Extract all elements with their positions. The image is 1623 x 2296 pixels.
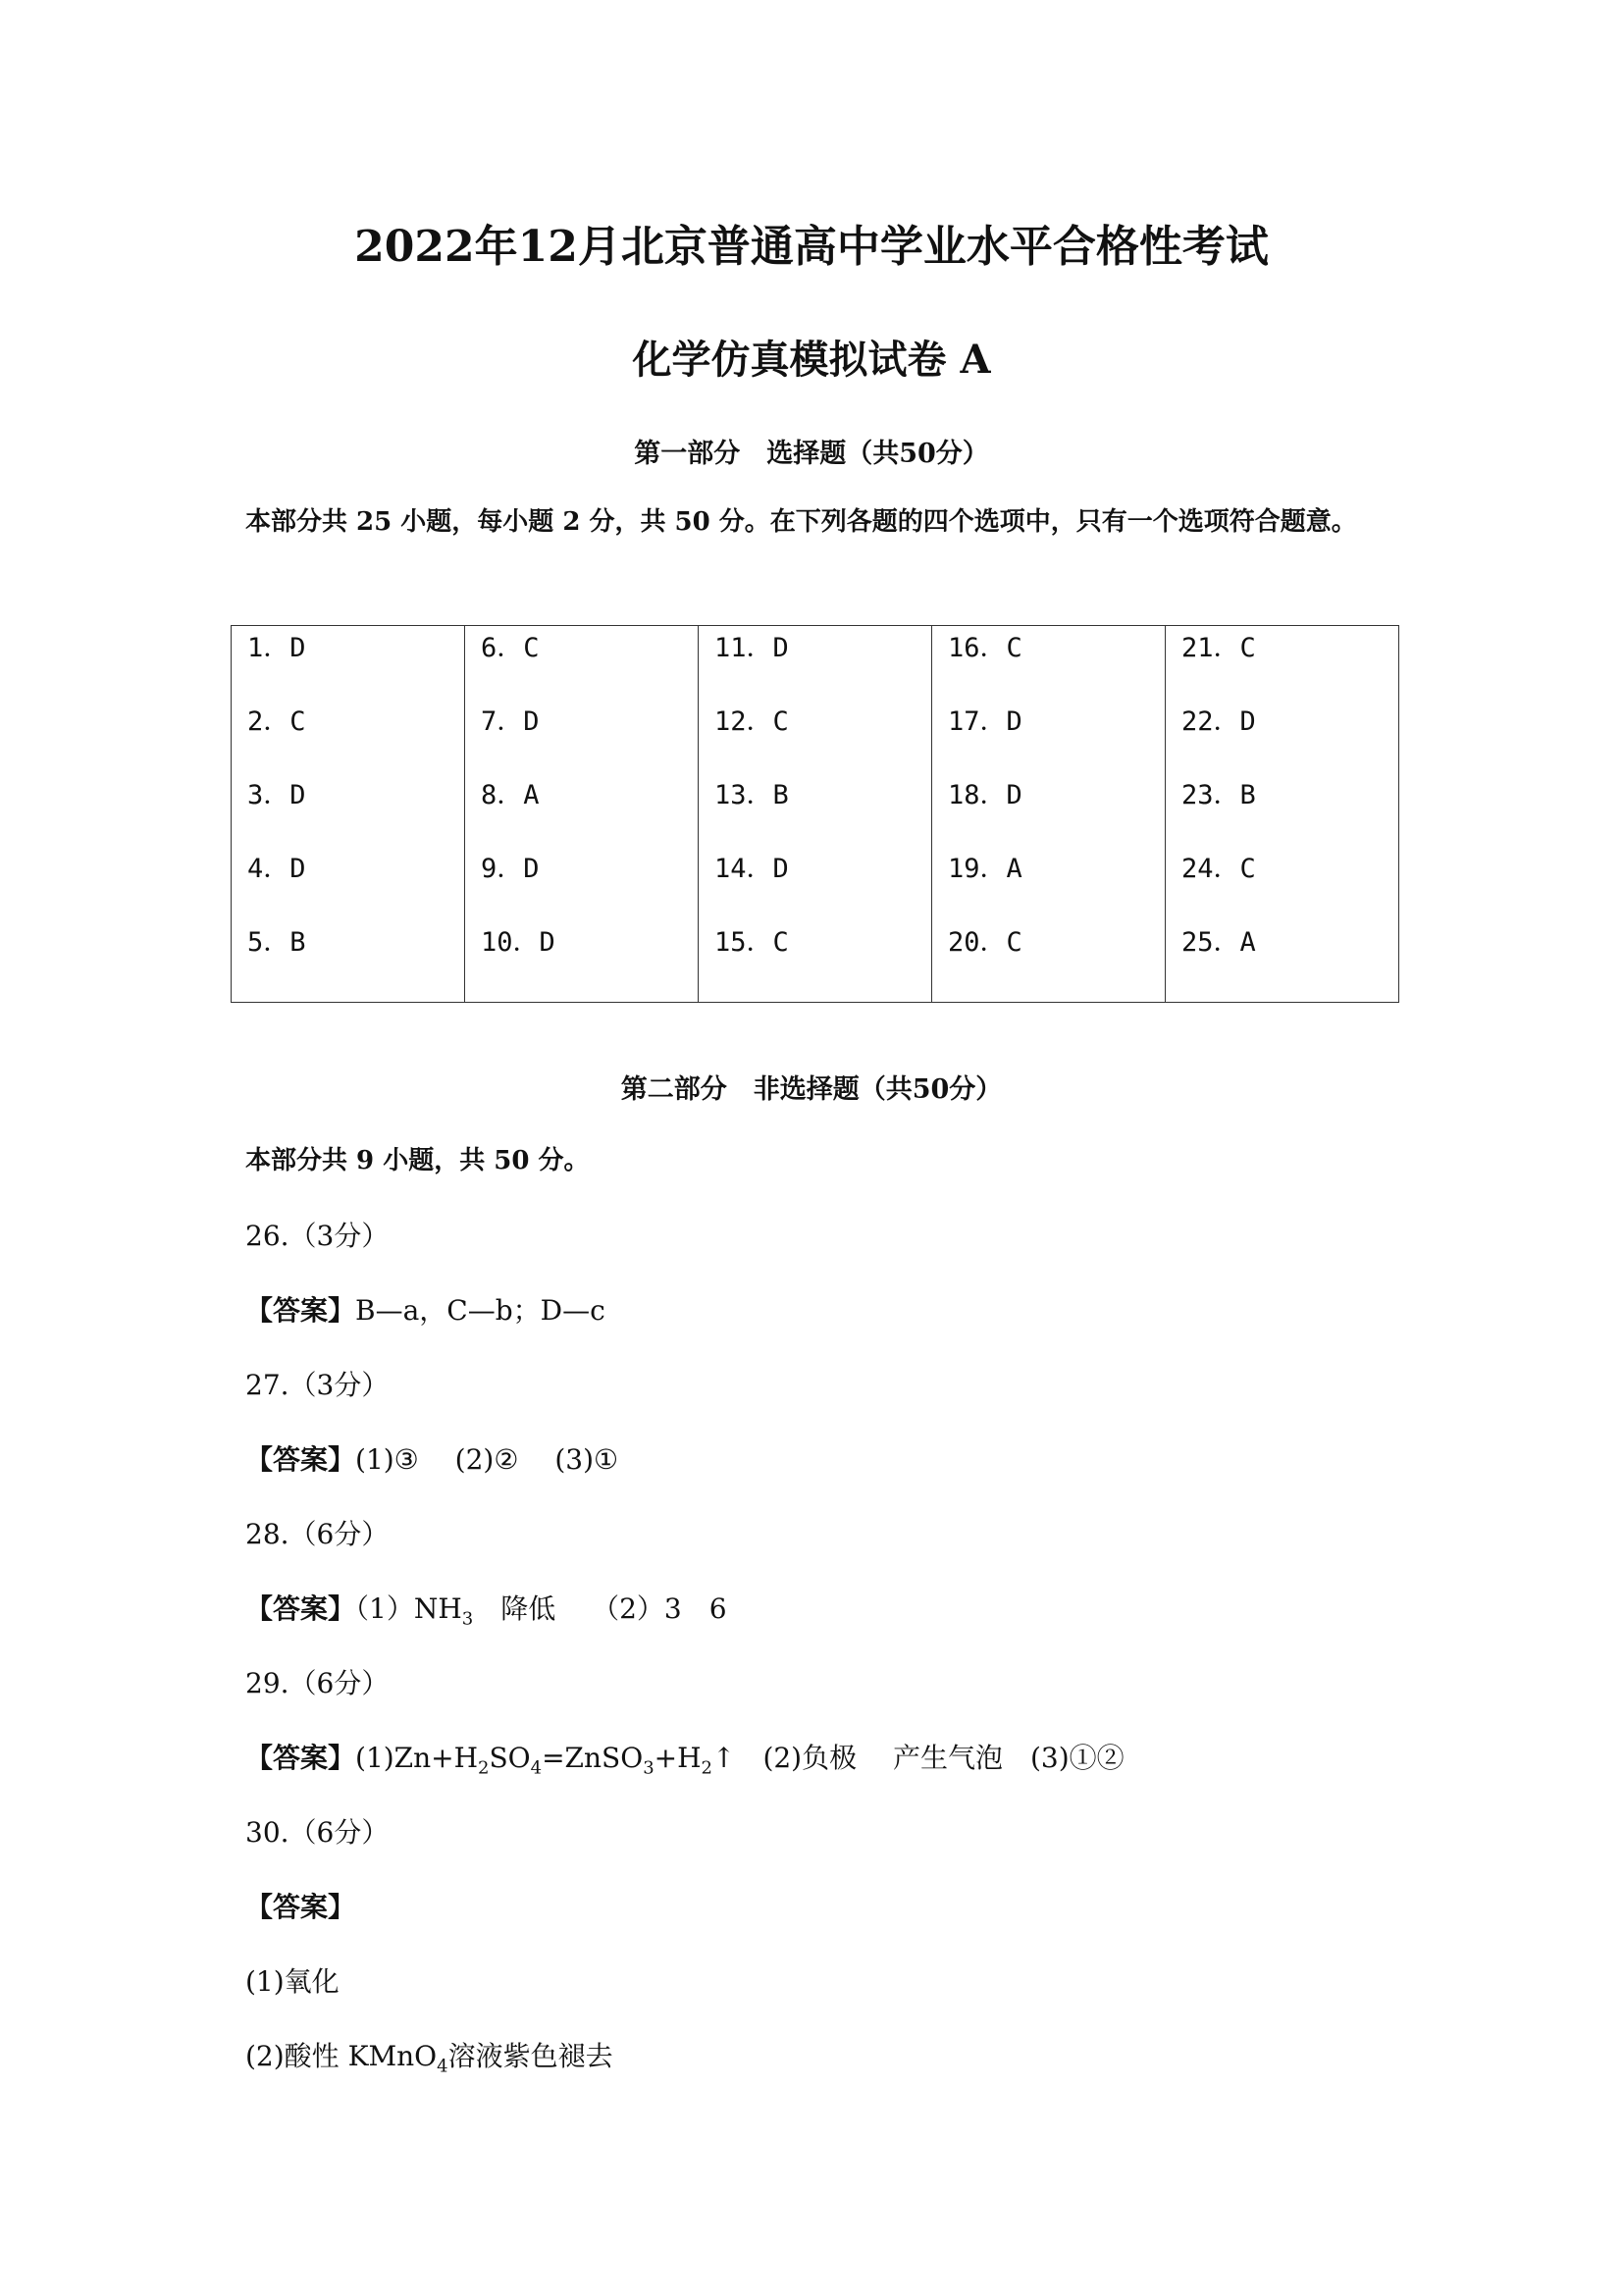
question-26-number: 26.（3分） (245, 1220, 390, 1252)
answer-text: SO (489, 1742, 531, 1774)
answer-cell: 13．B (714, 780, 789, 810)
answer-cell: 20．C (948, 927, 1022, 958)
page-subtitle: 化学仿真模拟试卷 A (632, 337, 991, 383)
answer-column (932, 626, 1166, 1003)
answer-text: ↑ (2)负极 产生气泡 (3)①② (711, 1742, 1125, 1774)
answer-text: 溶液紫色褪去 (447, 2040, 613, 2072)
question-29-answer (245, 1737, 1125, 1779)
answer-cell: 21．C (1181, 633, 1256, 663)
part2-intro: 本部分共 9 小题，共 50 分。 (245, 1146, 590, 1175)
answer-cell: 18．D (948, 780, 1022, 810)
subscript: 4 (530, 1757, 543, 1779)
answer-text: （1）NH (355, 1592, 462, 1625)
question-30-answer-2 (245, 2035, 613, 2077)
answer-cell: 17．D (948, 706, 1022, 737)
subscript: 3 (643, 1757, 654, 1779)
answer-cell: 23．B (1181, 780, 1256, 810)
answer-cell: 10．D (481, 927, 555, 958)
subscript: 2 (701, 1757, 712, 1779)
question-30-number: 30.（6分） (245, 1816, 390, 1849)
subscript: 3 (461, 1608, 474, 1630)
question-29-number: 29.（6分） (245, 1667, 390, 1699)
answer-cell: 11．D (714, 633, 789, 663)
question-27-number: 27.（3分） (245, 1369, 390, 1401)
question-30-answer-1: (1)氧化 (245, 1965, 340, 1998)
answer-cell: 9．D (481, 854, 540, 884)
subscript: 2 (478, 1757, 490, 1779)
question-28-answer (245, 1588, 727, 1630)
answer-text: 降低 （2）3 6 (473, 1592, 727, 1625)
answer-label: 【答案】 (245, 1742, 356, 1774)
answer-cell: 4．D (247, 854, 306, 884)
answer-cell: 5．B (247, 927, 306, 958)
answer-cell: 1．D (247, 633, 306, 663)
answer-cell: 7．D (481, 706, 540, 737)
answer-label: 【答案】 (245, 1443, 356, 1476)
answer-text: (1)Zn+H (355, 1742, 479, 1774)
answer-text: =ZnSO (542, 1742, 644, 1774)
answer-cell: 8．A (481, 780, 540, 810)
question-28-number: 28.（6分） (245, 1518, 390, 1550)
answer-cell: 15．C (714, 927, 789, 958)
answer-label: 【答案】 (245, 1891, 356, 1923)
part2-heading: 第二部分 非选择题（共50分） (620, 1074, 1003, 1105)
subscript: 4 (437, 2056, 448, 2077)
question-26-answer (245, 1289, 605, 1329)
answer-cell: 2．C (247, 706, 306, 737)
answer-column (1166, 626, 1399, 1003)
answer-text: (1)③ (2)② (3)① (355, 1443, 619, 1476)
answer-cell: 24．C (1181, 854, 1256, 884)
answer-text: (2)酸性 KMnO (245, 2040, 438, 2072)
answer-cell: 22．D (1181, 706, 1256, 737)
answer-text: +H (654, 1742, 702, 1774)
page-title: 2022年12月北京普通高中学业水平合格性考试 (354, 222, 1269, 272)
answer-column (232, 626, 465, 1003)
answer-cell: 3．D (247, 780, 306, 810)
answer-cell: 12．C (714, 706, 789, 737)
question-27-answer (245, 1438, 618, 1478)
answer-label: 【答案】 (245, 1294, 356, 1327)
answer-table (231, 625, 1399, 1003)
part1-heading: 第一部分 选择题（共50分） (634, 439, 989, 469)
answer-cell: 19．A (948, 854, 1022, 884)
part1-intro: 本部分共 25 小题，每小题 2 分，共 50 分。在下列各题的四个选项中，只有一个选项符合题意。 (245, 507, 1357, 537)
answer-label: 【答案】 (245, 1592, 356, 1625)
answer-column (699, 626, 932, 1003)
answer-cell: 16．C (948, 633, 1022, 663)
answer-cell: 25．A (1181, 927, 1256, 958)
answer-column (465, 626, 699, 1003)
answer-cell: 6．C (481, 633, 540, 663)
answer-text: B—a，C—b；D—c (355, 1294, 605, 1327)
answer-cell: 14．D (714, 854, 789, 884)
